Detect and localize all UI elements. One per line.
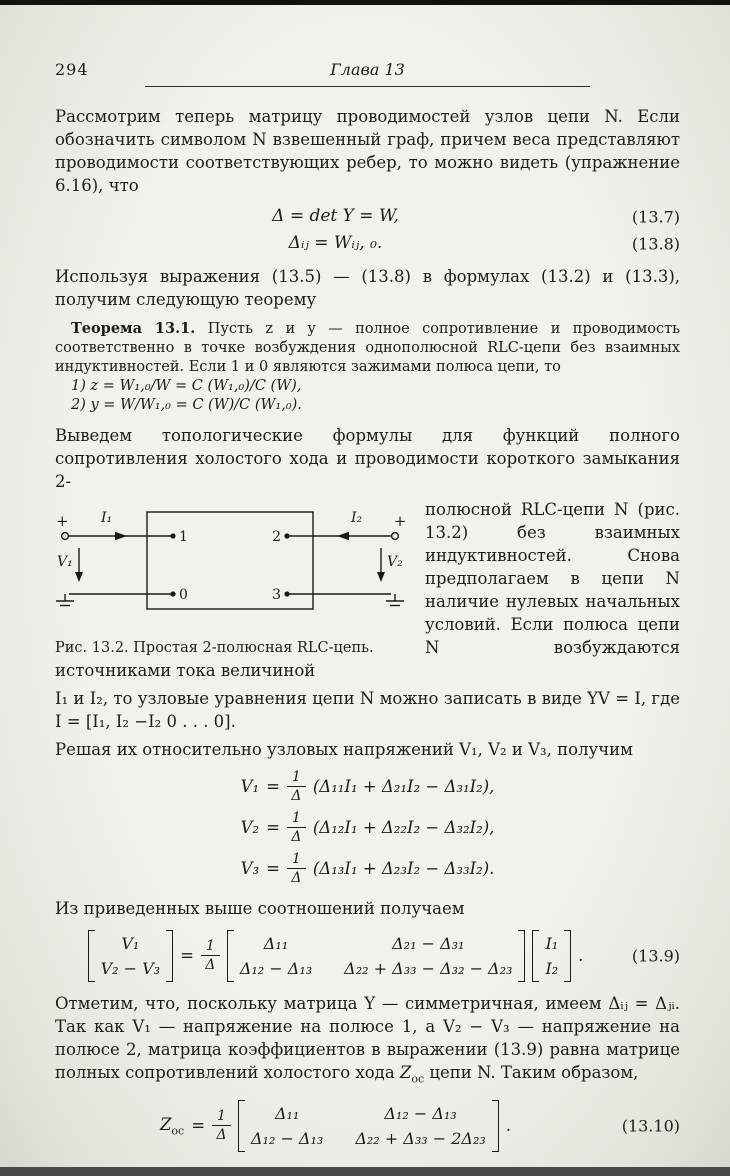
eq9-m11: Δ₂₂ + Δ₃₃ − Δ₃₂ − Δ₂₃ xyxy=(344,958,513,978)
equation-v3 xyxy=(55,851,680,886)
circuit-wires xyxy=(56,512,404,609)
v2-lhs: V₂ xyxy=(240,818,260,838)
terminal-circle-left xyxy=(62,533,69,540)
node-voltage-equations xyxy=(55,769,680,887)
eq10-matrix-cells xyxy=(245,1100,492,1152)
v2-equals: = xyxy=(266,818,280,838)
page-content xyxy=(55,60,680,1162)
current-label-i1: I₁ xyxy=(101,510,113,526)
node-dot-0 xyxy=(170,591,175,596)
eq9-lvec-1: V₂ − V₃ xyxy=(100,958,161,978)
node-label-1: 1 xyxy=(179,529,188,545)
v1-equals: = xyxy=(266,777,280,797)
v2-frac-den: Δ xyxy=(291,829,302,846)
paragraph-3c: I₁ и I₂, то узловые уравнения цепи N можно записать в виде YV = I, где I = [I₁, I₂ −I₂ 0 . . . 0]. xyxy=(55,689,680,731)
eq9-current-vector-cells xyxy=(539,930,564,982)
node-dot-2 xyxy=(284,533,289,538)
v1-lhs: V₁ xyxy=(240,777,260,797)
paragraph-6-tail: цепи N. Таким образом, xyxy=(424,1062,639,1082)
paragraph-6 xyxy=(55,992,680,1090)
equation-13-7 xyxy=(55,203,680,230)
i2-arrowhead xyxy=(337,532,349,540)
header-rule xyxy=(145,86,590,87)
v3-rhs: (Δ₁₃I₁ + Δ₂₃I₂ − Δ₃₃I₂). xyxy=(312,859,495,879)
ground-symbol-left xyxy=(56,594,74,606)
figure-caption: Рис. 13.2. Простая 2-полюсная RLC-цепь. xyxy=(55,640,374,656)
paragraph-2: Используя выражения (13.5) — (13.8) в формулах (13.2) и (13.3), получим следующую теорему xyxy=(55,267,680,309)
theorem-body: Пусть z и y — полное сопротивление и проводимость соответственно в точке возбуждения однополюсной RLC-цепи без взаимных индуктивностей. Если 1 и 0 являются зажимами полюса цепи, то xyxy=(55,321,681,375)
theorem-item-1: 1) z = W₁,₀/W = C (W₁,₀)/C (W), xyxy=(71,378,302,394)
equation-13-8-body: Δᵢⱼ = Wᵢⱼ, ₀. xyxy=(288,233,383,253)
equation-13-9-number: (13.9) xyxy=(631,946,680,966)
v2-arrowhead xyxy=(377,572,385,582)
theorem-lead xyxy=(55,319,680,377)
eq10-tail: . xyxy=(505,1116,512,1136)
v3-frac-num: 1 xyxy=(287,851,306,869)
v3-lhs: V₃ xyxy=(240,859,260,879)
eq9-left-vector-cells xyxy=(95,930,167,982)
eq10-equals: = xyxy=(191,1116,206,1136)
bracket-left xyxy=(88,930,95,982)
paragraph-1: Рассмотрим теперь матрицу проводимостей узлов цепи N. Если обозначить символом N взвешенный граф, причем веса представляют проводимости соответствующих ребер, то можно видеть (упражнение 6.16), что xyxy=(55,107,680,195)
scan-edge-top xyxy=(0,0,730,5)
eq10-impedance-matrix xyxy=(238,1100,499,1152)
circuit-marks xyxy=(75,532,385,597)
v1-rhs: (Δ₁₁I₁ + Δ₂₁I₂ − Δ₃₁I₂), xyxy=(312,777,495,797)
bracket-right xyxy=(166,930,173,982)
eq10-frac-den: Δ xyxy=(216,1127,227,1144)
page-header xyxy=(55,60,680,82)
paragraph-6-text: Отметим, что, поскольку матрица Y — симметричная, имеем Δᵢⱼ = Δⱼᵢ. Так как V₁ — напряжение на полюсе 1, а V₂ − V₃ — напряжение на полюсе 2, матрица коэффициентов в выражении (13.9) равна матрице полных сопротивлений холостого хода xyxy=(55,993,680,1082)
terminal-circle-right xyxy=(392,533,399,540)
equation-v2 xyxy=(55,810,680,845)
circuit-diagram xyxy=(55,506,409,628)
figure-text-wrap xyxy=(55,498,680,738)
eq9-equals: = xyxy=(180,946,194,966)
node-label-2: 2 xyxy=(272,529,281,545)
ground-symbol-right xyxy=(386,594,404,606)
v1-arrowhead xyxy=(75,572,83,582)
equation-v1 xyxy=(55,769,680,804)
theorem-13-1 xyxy=(55,319,680,415)
i1-arrowhead xyxy=(115,532,127,540)
equation-13-8 xyxy=(55,230,680,257)
page-number: 294 xyxy=(55,60,89,79)
eq10-z: Z xyxy=(159,1114,172,1134)
bracket-right xyxy=(518,930,525,982)
running-head: Глава 13 xyxy=(330,60,405,79)
eq9-left-vector xyxy=(88,930,174,982)
eq9-fraction xyxy=(201,938,220,973)
equation-13-10-number: (13.10) xyxy=(621,1116,680,1136)
eq9-tail: . xyxy=(578,946,584,966)
plus-sign-left: + xyxy=(56,512,69,530)
equation-13-7-body: Δ = det Y = W, xyxy=(272,206,399,226)
equation-13-10 xyxy=(55,1100,680,1152)
eq9-lvec-0: V₁ xyxy=(121,933,140,953)
bracket-right xyxy=(564,930,571,982)
voltage-label-v1: V₁ xyxy=(57,554,73,570)
v2-fraction xyxy=(287,810,306,845)
eq9-frac-den: Δ xyxy=(205,957,216,974)
v3-equals: = xyxy=(266,859,280,879)
v1-frac-den: Δ xyxy=(291,788,302,805)
eq9-m00: Δ₁₁ xyxy=(263,933,289,953)
eq10-m10: Δ₁₂ − Δ₁₃ xyxy=(250,1128,324,1148)
circuit-labels xyxy=(56,510,406,603)
eq9-frac-num: 1 xyxy=(201,938,220,956)
paragraph-5: Из приведенных выше соотношений получаем xyxy=(55,898,465,918)
plus-sign-right: + xyxy=(393,512,407,530)
bracket-right xyxy=(492,1100,499,1152)
eq9-matrix-cells xyxy=(234,930,519,982)
v3-fraction xyxy=(287,851,306,886)
paragraph-4: Решая их относительно узловых напряжений V₁, V₂ и V₃, получим xyxy=(55,740,634,759)
bracket-left xyxy=(227,930,234,982)
eq10-m00: Δ₁₁ xyxy=(274,1103,300,1123)
eq9-coefficient-matrix xyxy=(227,930,526,982)
eq9-m01: Δ₂₁ − Δ₃₁ xyxy=(392,933,465,953)
node-label-0: 0 xyxy=(179,587,188,603)
eq10-m11: Δ₂₂ + Δ₃₃ − 2Δ₂₃ xyxy=(355,1128,486,1148)
v2-rhs: (Δ₁₂I₁ + Δ₂₂I₂ − Δ₃₂I₂), xyxy=(312,818,495,838)
v2-frac-num: 1 xyxy=(287,810,306,828)
paragraph-3b: полюсной RLC-цепи N (рис. 13.2) без взаимных индуктивностей. Снова предполагаем в цепи N наличие нулевых начальных условий. Если полюса цепи N возбуждаются источниками тока величиной xyxy=(55,500,680,680)
v1-fraction xyxy=(287,769,306,804)
v3-frac-den: Δ xyxy=(291,870,302,887)
node-label-3: 3 xyxy=(272,587,281,603)
theorem-item-2: 2) y = W/W₁,₀ = C (W)/C (W₁,₀). xyxy=(71,397,302,413)
eq10-z-subscript: ос xyxy=(171,1124,185,1137)
node-dot-3 xyxy=(284,591,289,596)
paragraph-3a: Выведем топологические формулы для функций полного сопротивления холостого хода и проводимости короткого замыкания 2- xyxy=(55,426,680,491)
eq9-rvec-1: I₂ xyxy=(545,958,559,978)
node-dot-1 xyxy=(170,533,175,538)
scan-edge-bottom xyxy=(0,1167,730,1176)
figure-13-2 xyxy=(55,506,409,656)
z-oc-subscript: ос xyxy=(411,1071,425,1085)
equation-block-7-8 xyxy=(55,203,680,257)
current-label-i2: I₂ xyxy=(351,510,363,526)
eq9-m10: Δ₁₂ − Δ₁₃ xyxy=(239,958,313,978)
equation-13-9 xyxy=(55,930,680,982)
z-oc-symbol: Z xyxy=(399,1062,412,1082)
eq10-frac-num: 1 xyxy=(212,1108,231,1126)
eq9-rvec-0: I₁ xyxy=(545,933,559,953)
eq10-fraction xyxy=(212,1108,231,1143)
theorem-title: Теорема 13.1. xyxy=(71,320,196,337)
voltage-label-v2: V₂ xyxy=(387,554,403,570)
v1-frac-num: 1 xyxy=(287,769,306,787)
eq9-current-vector xyxy=(532,930,571,982)
equation-13-7-number: (13.7) xyxy=(631,207,680,226)
eq10-m01: Δ₁₂ − Δ₁₃ xyxy=(384,1103,457,1123)
eq10-lhs xyxy=(160,1115,184,1137)
bracket-left xyxy=(532,930,539,982)
bracket-left xyxy=(238,1100,245,1152)
equation-13-8-number: (13.8) xyxy=(631,234,680,253)
